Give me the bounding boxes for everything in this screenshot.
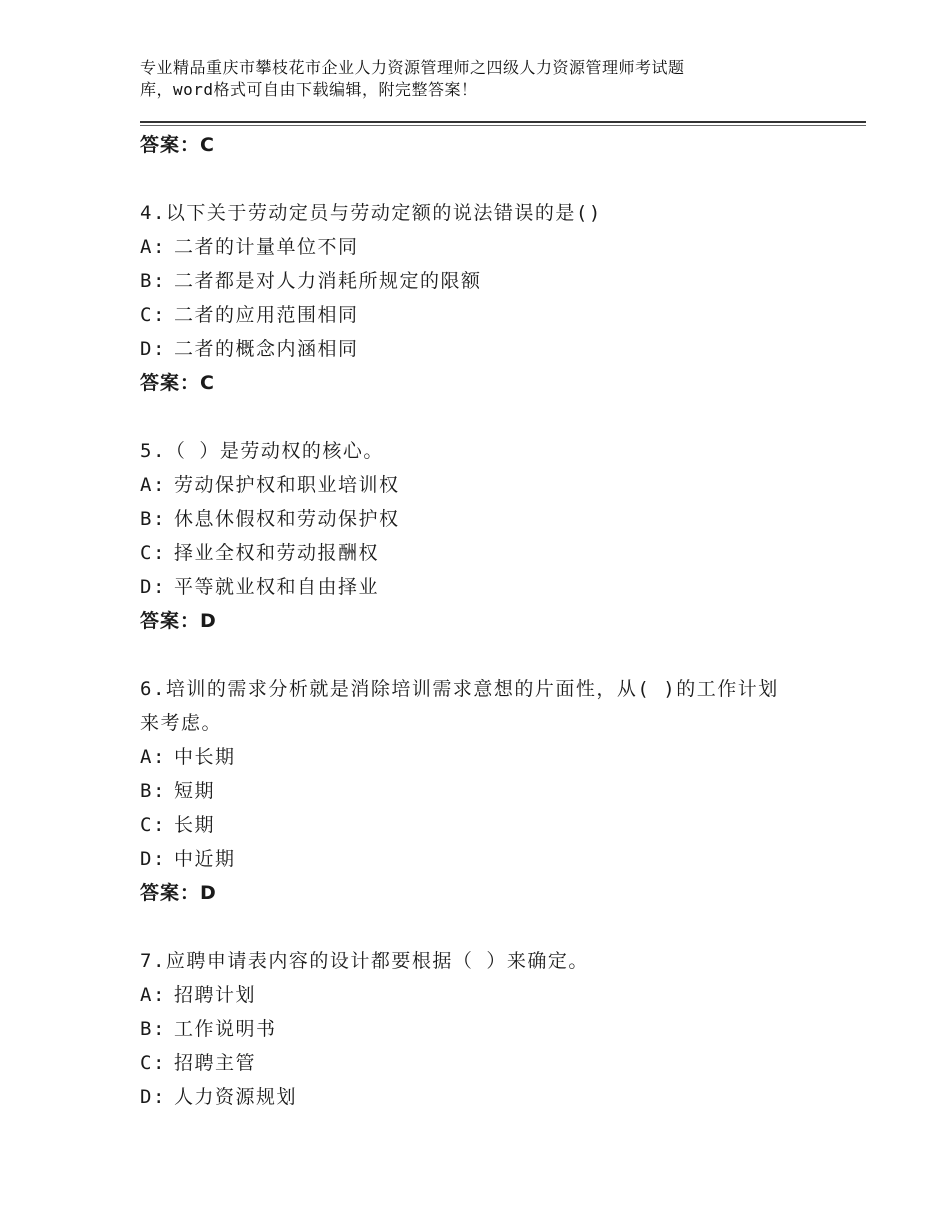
question-text: 7.应聘申请表内容的设计都要根据（ ）来确定。 — [140, 950, 589, 972]
header-divider — [140, 121, 866, 123]
option-a: A: 中长期 — [140, 746, 236, 768]
header-line-1: 专业精品重庆市攀枝花市企业人力资源管理师之四级人力资源管理师考试题 — [140, 58, 685, 77]
option-d: D: 人力资源规划 — [140, 1086, 298, 1108]
option-d: D: 平等就业权和自由择业 — [140, 576, 380, 598]
option-a: A: 二者的计量单位不同 — [140, 236, 359, 258]
option-c: C: 二者的应用范围相同 — [140, 304, 359, 326]
header-divider-thin — [140, 125, 866, 126]
question-text: 5.（ ）是劳动权的核心。 — [140, 440, 384, 462]
question-block — [140, 434, 840, 638]
option-a: A: 劳动保护权和职业培训权 — [140, 474, 400, 496]
question-text: 6.培训的需求分析就是消除培训需求意想的片面性，从( )的工作计划 — [140, 678, 779, 700]
option-b: B: 二者都是对人力消耗所规定的限额 — [140, 270, 482, 292]
option-d: D: 中近期 — [140, 848, 236, 870]
option-a: A: 招聘计划 — [140, 984, 257, 1006]
answer-line: 答案：C — [140, 134, 215, 156]
option-b: B: 短期 — [140, 780, 216, 802]
answer-line: 答案：D — [140, 882, 217, 904]
question-block — [140, 944, 840, 1114]
document-header — [140, 57, 780, 101]
option-d: D: 二者的概念内涵相同 — [140, 338, 359, 360]
option-b: B: 工作说明书 — [140, 1018, 277, 1040]
question-text-continued: 来考虑。 — [140, 712, 223, 734]
option-b: B: 休息休假权和劳动保护权 — [140, 508, 400, 530]
question-block — [140, 196, 840, 400]
question-list — [140, 128, 840, 1114]
header-line-2: 库，word格式可自由下载编辑，附完整答案！ — [140, 80, 478, 99]
answer-line: 答案：D — [140, 610, 217, 632]
answer-line: 答案：C — [140, 372, 215, 394]
option-c: C: 长期 — [140, 814, 216, 836]
option-c: C: 招聘主管 — [140, 1052, 257, 1074]
option-c: C: 择业全权和劳动报酬权 — [140, 542, 380, 564]
question-block — [140, 672, 840, 910]
question-text: 4.以下关于劳动定员与劳动定额的说法错误的是() — [140, 202, 602, 224]
